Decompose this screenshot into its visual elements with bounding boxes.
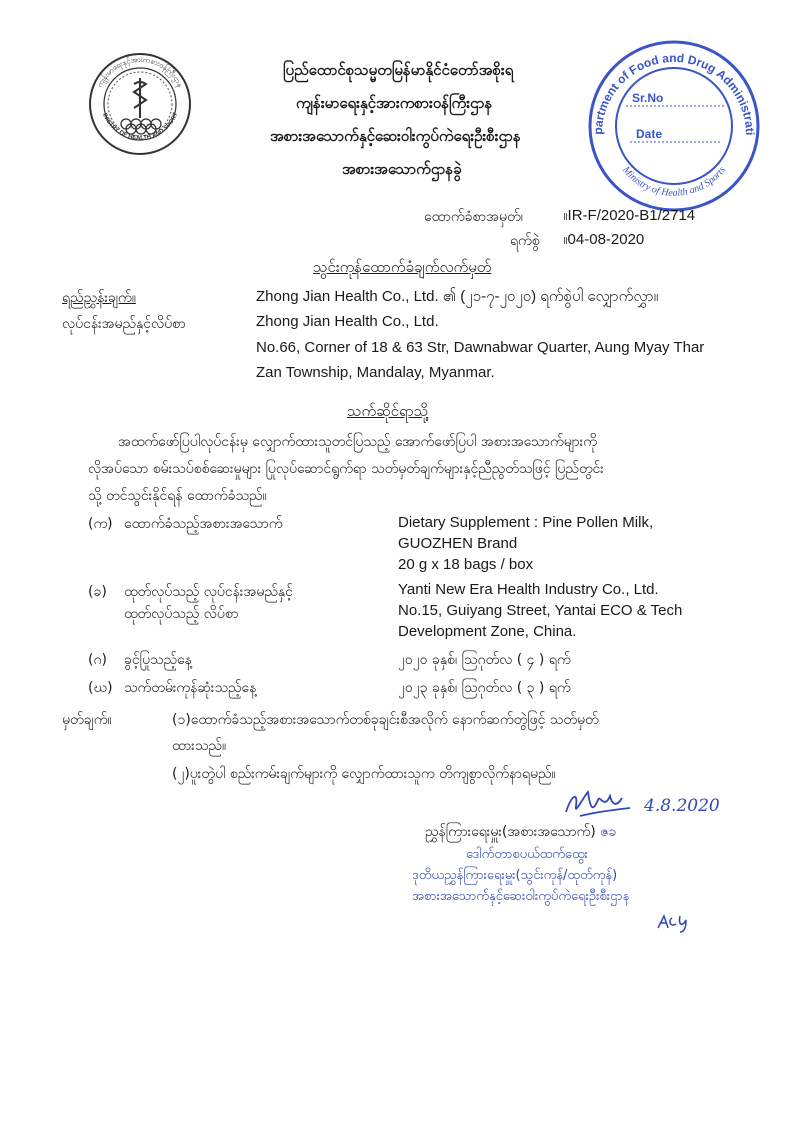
item-label: ထုတ်လုပ်သည့် လုပ်ငန်းအမည်နှင့်: [124, 584, 293, 600]
signatory-name: ဒေါက်တာစပယ်ထက်ထွေး: [466, 847, 588, 862]
item-marker: (က): [88, 516, 113, 532]
item-label: သက်တမ်းကုန်ဆုံးသည့်နေ့: [124, 680, 257, 696]
item-value-line: ၂၀၂၀ ခုနှစ်၊ ဩဂုတ်လ ( ၄ ) ရက်: [398, 652, 571, 668]
reference-value: Zhong Jian Health Co., Ltd. ၏ (၂၁-၇-၂၀၂၀) ရက်စွဲပါ လျှောက်လွှာ။: [256, 288, 659, 305]
item-value-line: No.15, Guiyang Street, Yantai ECO & Tech: [398, 602, 683, 619]
company-address-line-2: Zan Township, Mandalay, Myanmar.: [256, 364, 495, 381]
item-value-line: ၂၀၂၃ ခုနှစ်၊ ဩဂုတ်လ ( ၃ ) ရက်: [398, 680, 571, 696]
item-marker: (ခ): [88, 584, 107, 600]
company-name: Zhong Jian Health Co., Ltd.: [256, 313, 439, 330]
item-marker: (ဃ): [88, 680, 113, 696]
item-value-line: GUOZHEN Brand: [398, 535, 518, 552]
signatory-role: ဒုတိယညွှန်ကြားရေးမှူး(သွင်းကုန်/ထုတ်ကုန်): [412, 868, 618, 883]
date-label: ရက်စွဲ: [510, 233, 540, 249]
cert-no-value: ။IR-F/2020-B1/2714: [563, 207, 696, 224]
signatory-title-text: ညွှန်ကြားရေးမှူး(အစားအသောက်): [425, 824, 601, 840]
note-1-line-1: (၁)ထောက်ခံသည့်အစားအသောက်တစ်ခုချင်းစီအလိုက် နောက်ဆက်တွဲဖြင့် သတ်မှတ်: [172, 712, 599, 728]
item-value-line: Dietary Supplement : Pine Pollen Milk,: [398, 514, 654, 531]
ministry-logo: [88, 52, 192, 156]
item-marker: (ဂ): [88, 652, 107, 668]
company-address-line-1: No.66, Corner of 18 & 63 Str, Dawnabwar Quarter, Aung Myay Thar: [256, 339, 705, 356]
department-stamp: [584, 36, 764, 216]
document-title: သွင်းကုန်ထောက်ခံချက်လက်မှတ်: [313, 258, 492, 276]
stamp-date-label: Date: [636, 127, 663, 141]
body-line-3: သို့ တင်သွင်းနိုင်ရန် ထောက်ခံသည်။: [88, 488, 267, 504]
signatory-title-suffix: ဇခ: [600, 824, 617, 840]
cert-no-label: ထောက်ခံစာအမှတ်၊: [424, 209, 523, 225]
item-value-line: Yanti New Era Health Industry Co., Ltd.: [398, 581, 659, 598]
salutation: သက်ဆိုင်ရာသို့: [347, 402, 429, 420]
item-label: ခွင့်ပြုသည့်နေ့: [124, 652, 192, 668]
notes-label: မှတ်ချက်။: [62, 712, 112, 728]
note-2: (၂)ပူးတွဲပါ စည်းကမ်းချက်များကို လျှောက်ထားသူက တိကျစွာလိုက်နာရမည်။: [172, 766, 556, 782]
stamp-sr-label: Sr.No: [632, 91, 664, 105]
item-label: ထောက်ခံသည့်အစားအသောက်: [124, 516, 283, 532]
signatory-department: အစားအသောက်နှင့်ဆေးဝါးကွပ်ကဲရေးဦးစီးဌာန: [412, 889, 630, 904]
header-line-1: ပြည်ထောင်စုသမ္မတမြန်မာနိုင်ငံတော်အစိုးရ: [283, 61, 514, 79]
signatory-title: [425, 822, 616, 843]
stamp-bottom-text: Ministry of Health and Sports: [620, 164, 728, 199]
header-line-3: အစားအသောက်နှင့်ဆေးဝါးကွပ်ကဲရေးဦးစီးဌာန: [270, 127, 521, 145]
reference-label: ရည်ညွှန်းချက်။: [62, 290, 136, 306]
item-value-line: Development Zone, China.: [398, 623, 577, 640]
logo-ring-text: ကျန်းမာရေးနှင့်အားကစားဝန်ကြီးဌာန: [94, 54, 186, 89]
body-line-2: လိုအပ်သော စမ်းသပ်စစ်ဆေးမှုများ ပြုလုပ်ဆောင်ရွက်ရာ သတ်မှတ်ချက်များနှင့်ညီညွတ်သဖြင့် ပြည်တွင်း: [88, 461, 604, 477]
body-line-1: အထက်ဖော်ပြပါလုပ်ငန်းမှ လျှောက်ထားသူတင်ပြသည့် အောက်ဖော်ပြပါ အစားအသောက်များကို: [118, 434, 597, 450]
company-label: လုပ်ငန်းအမည်နှင့်လိပ်စာ: [62, 316, 186, 332]
item-label-line-2: ထုတ်လုပ်သည့် လိပ်စာ: [124, 606, 239, 622]
header-line-2: ကျန်းမာရေးနှင့်အားကစားဝန်ကြီးဌာန: [296, 94, 493, 112]
date-value: ။04-08-2020: [563, 231, 645, 248]
stamp-top-text: partment of Food and Drug Administrati: [590, 50, 758, 136]
item-value-line: 20 g x 18 bags / box: [398, 556, 534, 573]
handwritten-date: 4.8.2020: [644, 796, 720, 816]
logo-english-text: INISTRY OF HEALTH AND SPORT: [100, 111, 180, 142]
handwritten-signature: [560, 786, 640, 822]
note-1-line-2: ထားသည်။: [172, 738, 227, 754]
header-line-4: အစားအသောက်ဌာနခွဲ: [342, 160, 462, 178]
initials-mark: [654, 910, 694, 934]
